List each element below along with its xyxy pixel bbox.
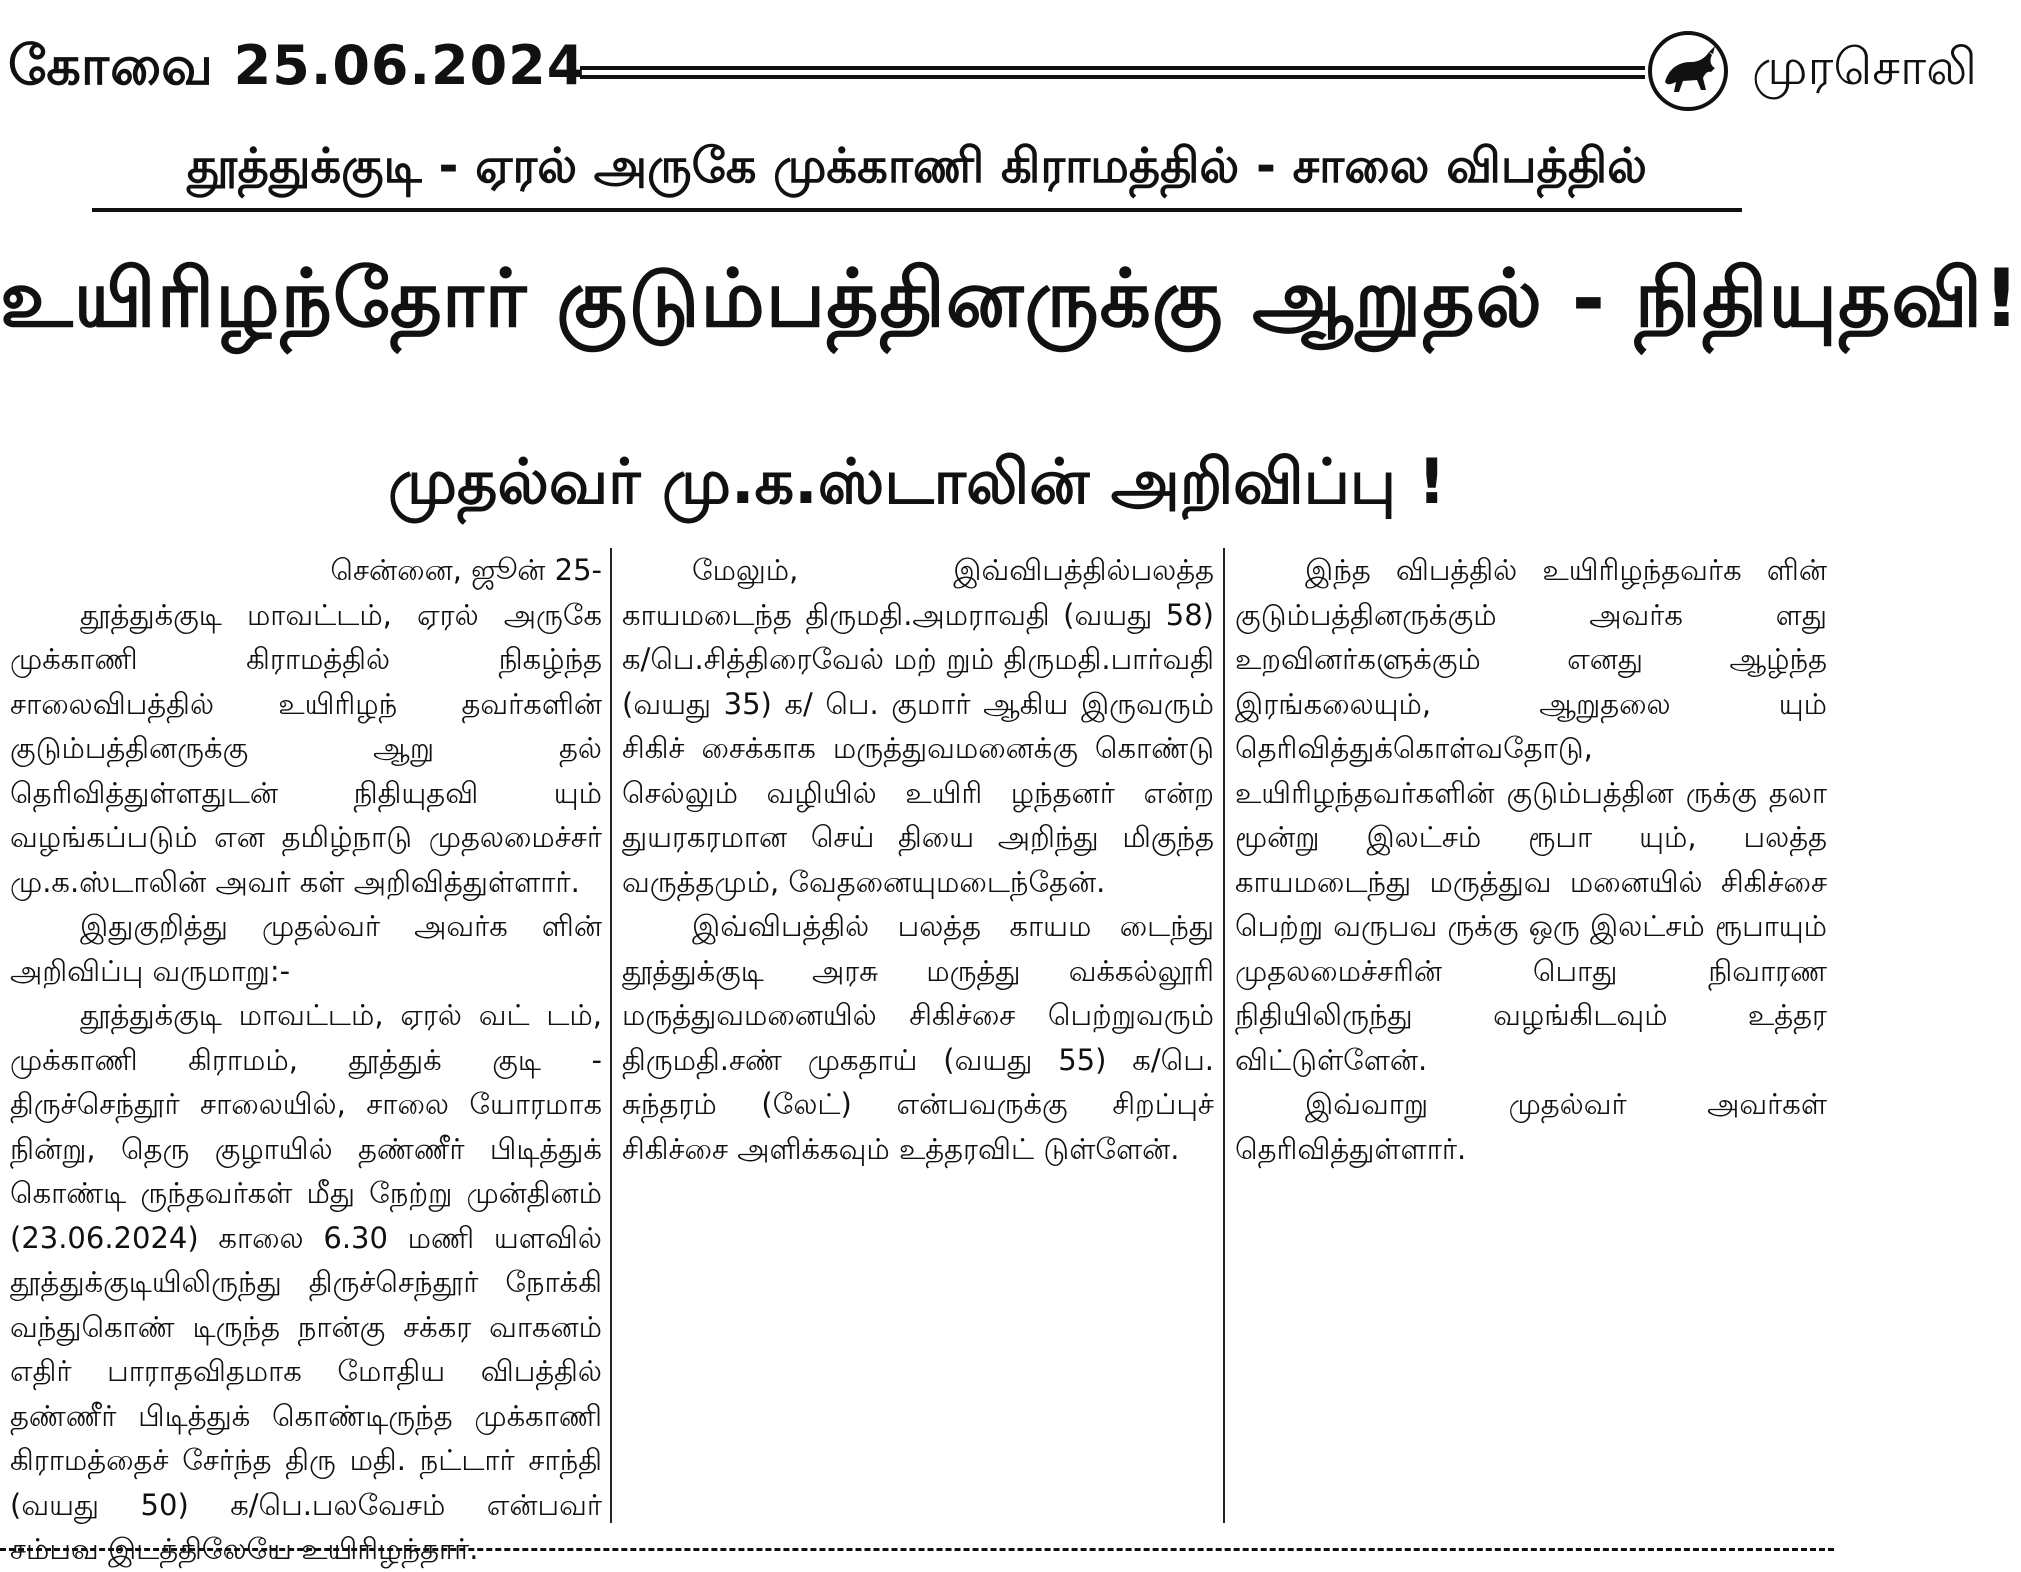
article-column-1 (10, 548, 602, 1566)
article-column-3 (1235, 548, 1827, 1523)
newspaper-name: முரசொலி (1752, 38, 1977, 96)
article-columns (0, 548, 1834, 1566)
article-column-2 (622, 548, 1214, 1523)
article-headline: உயிரிழந்தோர் குடும்பத்தினருக்கு ஆறுதல் - நிதியுதவி! (0, 252, 2021, 345)
edition-dateline: கோவை 25.06.2024 (8, 34, 586, 97)
masthead (0, 28, 1977, 118)
masthead-double-rule (580, 66, 1645, 79)
article-paragraph: இவ்விபத்தில் பலத்த காயம டைந்து தூத்துக்குடி அரசு மருத்து வக்கல்லூரி மருத்துவமனையில் சிகிச்சை பெற்றுவரும் திருமதி.சண் முகதாய் (வயது 55) க/பெ. சுந்தரம் (லேட்) என்பவருக்கு சிறப்புச் சிகிச்சை அளிக்கவும் உத்தரவிட் டுள்ளேன். (622, 909, 1214, 1166)
column-divider (1223, 548, 1225, 1523)
article-subhead: முதல்வர் மு.க.ஸ்டாலின் அறிவிப்பு ! (388, 445, 1446, 518)
article-paragraph: இந்த விபத்தில் உயிரிழந்தவர்க ளின் குடும்பத்தினருக்கும் அவர்க ளது உறவினர்களுக்கும் எனது ஆழ்ந்த இரங்கலையும், ஆறுதலை யும் தெரிவித்துக்கொள்வதோடு, உயிரிழந்தவர்களின் குடும்பத்தின ருக்கு தலா மூன்று இலட்சம் ரூபா யும், பலத்த காயமடைந்து மருத்துவ மனையில் சிகிச்சை பெற்று வருபவ ருக்கு ஒரு இலட்சம் ரூபாயும் முதலமைச்சரின் பொது நிவாரண நிதியிலிருந்து வழங்கிடவும் உத்தர விட்டுள்ளேன். (1235, 553, 1827, 1077)
article-dateline: சென்னை, ஜூன் 25- (330, 553, 602, 587)
article-kicker: தூத்துக்குடி - ஏரல் அருகே முக்காணி கிராமத்தில் - சாலை விபத்தில் (92, 138, 1742, 212)
article-paragraph: தூத்துக்குடி மாவட்டம், ஏரல் அருகே முக்காணி கிராமத்தில் நிகழ்ந்த சாலைவிபத்தில் உயிரிழந் தவர்களின் குடும்பத்தினருக்கு ஆறு தல் தெரிவித்துள்ளதுடன் நிதியுதவி யும் வழங்கப்படும் என தமிழ்நாடு முதலமைச்சர் மு.க.ஸ்டாலின் அவர் கள் அறிவித்துள்ளார். (10, 597, 602, 899)
footer-dashed-rule (0, 1548, 1834, 1551)
article-paragraph: தூத்துக்குடி மாவட்டம், ஏரல் வட் டம், முக்காணி கிராமம், தூத்துக் குடி - திருச்செந்தூர் சாலையில், சாலை யோரமாக நின்று, தெரு குழாயில் தண்ணீர் பிடித்துக் கொண்டி ருந்தவர்கள் மீது நேற்று முன்தினம் (23.06.2024) காலை 6.30 மணி யளவில் தூத்துக்குடியிலிருந்து திருச்செந்தூர் நோக்கி வந்துகொண் டிருந்த நான்கு சக்கர வாகனம் எதிர் பாராதவிதமாக மோதிய விபத்தில் தண்ணீர் பிடித்துக் கொண்டிருந்த முக்காணி கிராமத்தைச் சேர்ந்த திரு மதி. நட்டார் சாந்தி (வயது 50) க/பெ.பலவேசம் என்பவர் சம்பவ இடத்திலேயே உயிரிழந்தார். (10, 998, 602, 1566)
article-paragraph: இவ்வாறு முதல்வர் அவர்கள் தெரிவித்துள்ளார். (1235, 1087, 1827, 1166)
article-paragraph: மேலும், இவ்விபத்தில்பலத்த காயமடைந்த திருமதி.அமராவதி (வயது 58) க/பெ.சித்திரைவேல் மற் றும் திருமதி.பார்வதி (வயது 35) க/ பெ. குமார் ஆகிய இருவரும் சிகிச் சைக்காக மருத்துவமனைக்கு கொண்டு செல்லும் வழியில் உயிரி ழந்தனர் என்ற துயரகரமான செய் தியை அறிந்து மிகுந்த வருத்தமும், வேதனையுமடைந்தேன். (622, 553, 1214, 899)
article-paragraph: இதுகுறித்து முதல்வர் அவர்க ளின் அறிவிப்பு வருமாறு:- (10, 909, 602, 988)
bull-emblem-icon (1645, 28, 1731, 114)
column-divider (610, 548, 612, 1523)
